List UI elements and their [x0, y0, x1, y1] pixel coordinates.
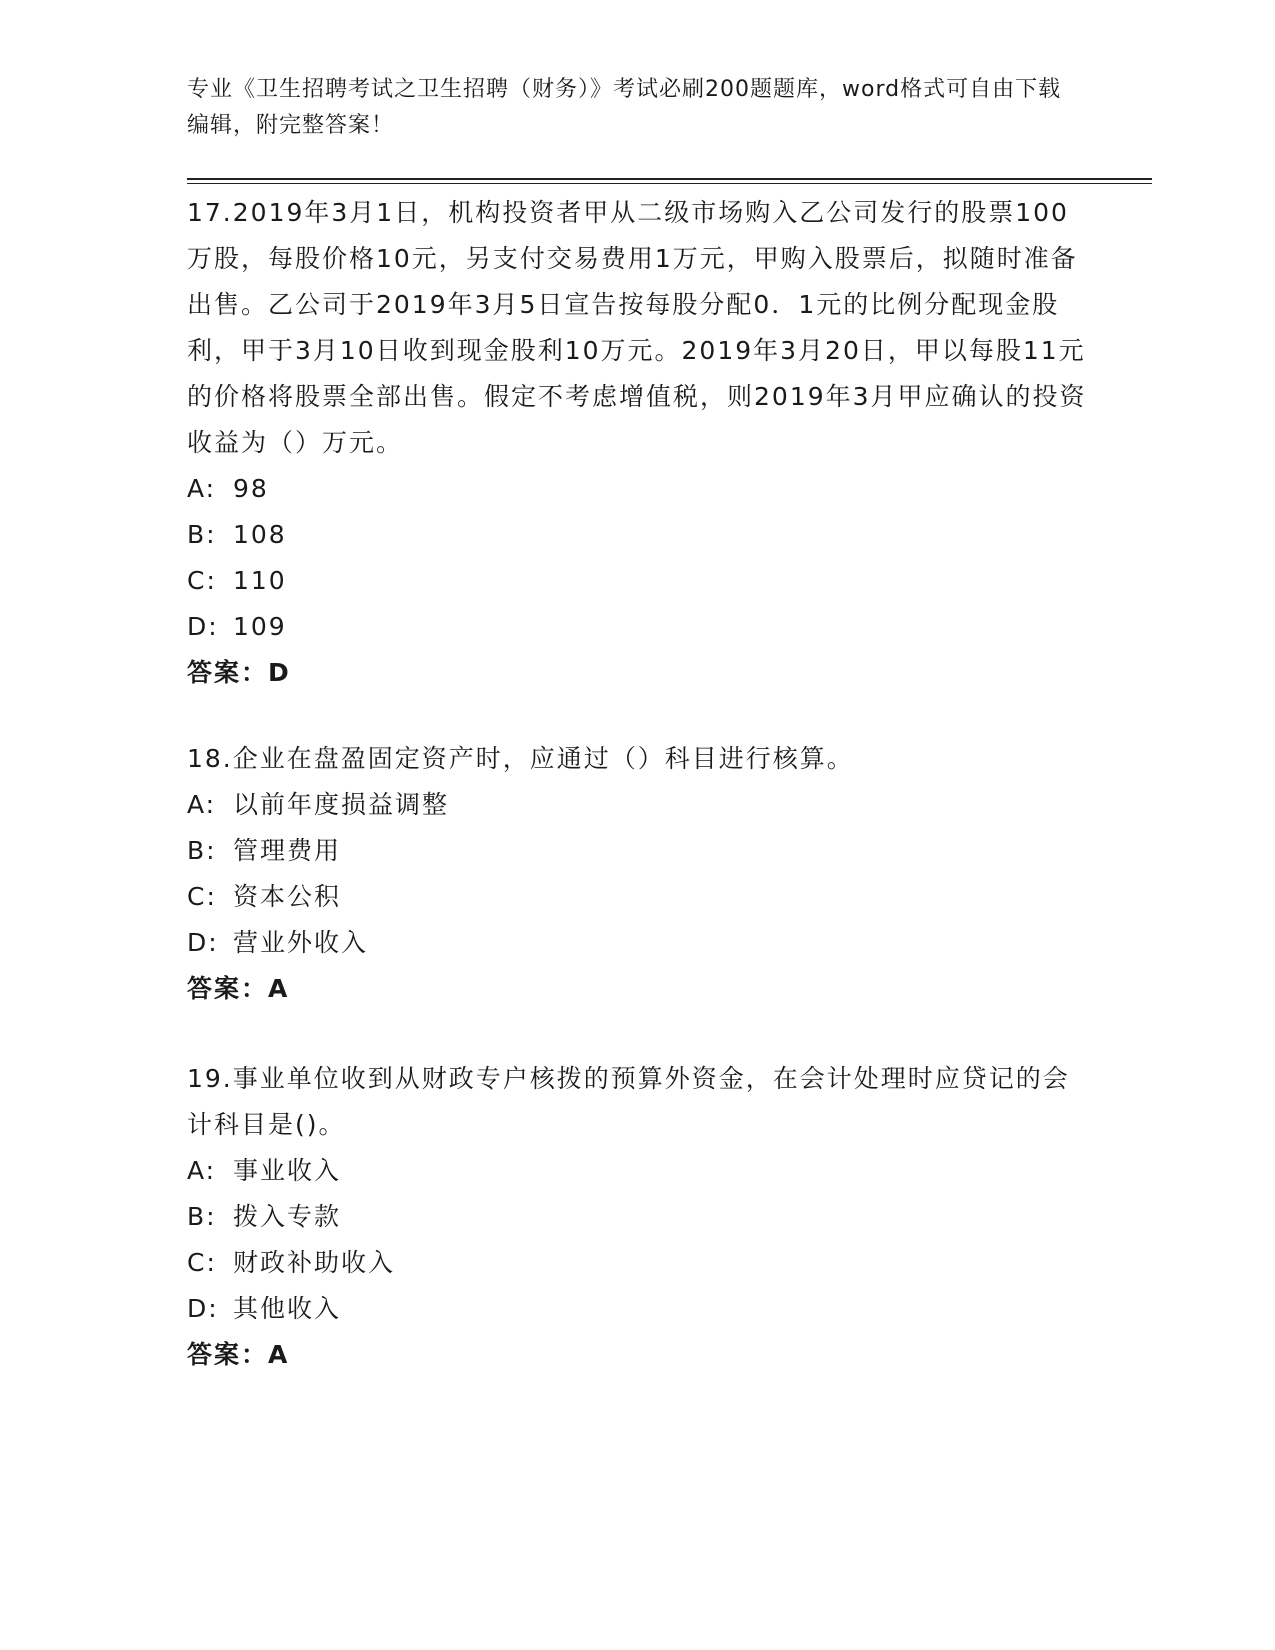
option-c — [187, 558, 1087, 604]
answer-line: 答案：A — [187, 974, 290, 1003]
option-key: B: — [187, 1202, 217, 1231]
option-text: 以前年度损益调整 — [233, 790, 450, 819]
option-a — [187, 782, 1087, 828]
answer-line: 答案：A — [187, 1340, 290, 1369]
question-17 — [187, 190, 1087, 696]
option-b — [187, 828, 1087, 874]
option-text: 109 — [233, 612, 287, 641]
option-key: C: — [187, 1248, 217, 1277]
option-key: D: — [187, 1294, 219, 1323]
option-a — [187, 466, 1087, 512]
document-header: 专业《卫生招聘考试之卫生招聘（财务）》考试必刷200题题库，word格式可自由下载编辑，附完整答案！ — [187, 77, 1062, 138]
option-text: 事业收入 — [233, 1156, 342, 1185]
option-d — [187, 604, 1087, 650]
question-text: 事业单位收到从财政专户核拨的预算外资金，在会计处理时应贷记的会计科目是()。 — [187, 1064, 1070, 1139]
option-list — [187, 782, 1087, 966]
option-key: B: — [187, 520, 217, 549]
option-d — [187, 920, 1087, 966]
option-text: 98 — [233, 474, 269, 503]
option-key: B: — [187, 836, 217, 865]
question-text: 企业在盘盈固定资产时，应通过（）科目进行核算。 — [232, 744, 854, 773]
option-key: A: — [187, 474, 217, 503]
question-stem — [187, 190, 1087, 466]
question-text: 2019年3月1日，机构投资者甲从二级市场购入乙公司发行的股票100万股，每股价格10元，另支付交易费用1万元，甲购入股票后，拟随时准备出售。乙公司于2019年3月5日宣告按每股分配0．1元的比例分配现金股利，甲于3月10日收到现金股利10万元。2019年3月20日，甲以每股11元的价格将股票全部出售。假定不考虑增值税，则2019年3月甲应确认的投资收益为（）万元。 — [187, 198, 1087, 457]
option-key: C: — [187, 566, 217, 595]
option-text: 财政补助收入 — [233, 1248, 396, 1277]
question-stem — [187, 736, 1087, 782]
question-number: 19. — [187, 1064, 233, 1093]
answer-line: 答案：D — [187, 658, 291, 687]
option-c — [187, 1240, 1087, 1286]
option-text: 其他收入 — [233, 1294, 342, 1323]
option-d — [187, 1286, 1087, 1332]
option-c — [187, 874, 1087, 920]
option-list — [187, 466, 1087, 650]
option-text: 资本公积 — [233, 882, 342, 911]
question-number: 17. — [187, 198, 233, 227]
option-key: A: — [187, 790, 217, 819]
option-list — [187, 1148, 1087, 1332]
question-stem — [187, 1056, 1087, 1148]
option-b — [187, 1194, 1087, 1240]
option-text: 拨入专款 — [233, 1202, 342, 1231]
question-18 — [187, 736, 1087, 1012]
option-text: 管理费用 — [233, 836, 342, 865]
option-key: D: — [187, 928, 219, 957]
option-text: 108 — [233, 520, 287, 549]
header-divider-thin — [187, 183, 1152, 184]
question-19 — [187, 1056, 1087, 1378]
option-text: 营业外收入 — [233, 928, 369, 957]
option-key: A: — [187, 1156, 217, 1185]
option-text: 110 — [233, 566, 287, 595]
question-number: 18. — [187, 744, 233, 773]
option-b — [187, 512, 1087, 558]
option-a — [187, 1148, 1087, 1194]
option-key: D: — [187, 612, 219, 641]
option-key: C: — [187, 882, 217, 911]
header-divider-thick — [187, 178, 1152, 180]
